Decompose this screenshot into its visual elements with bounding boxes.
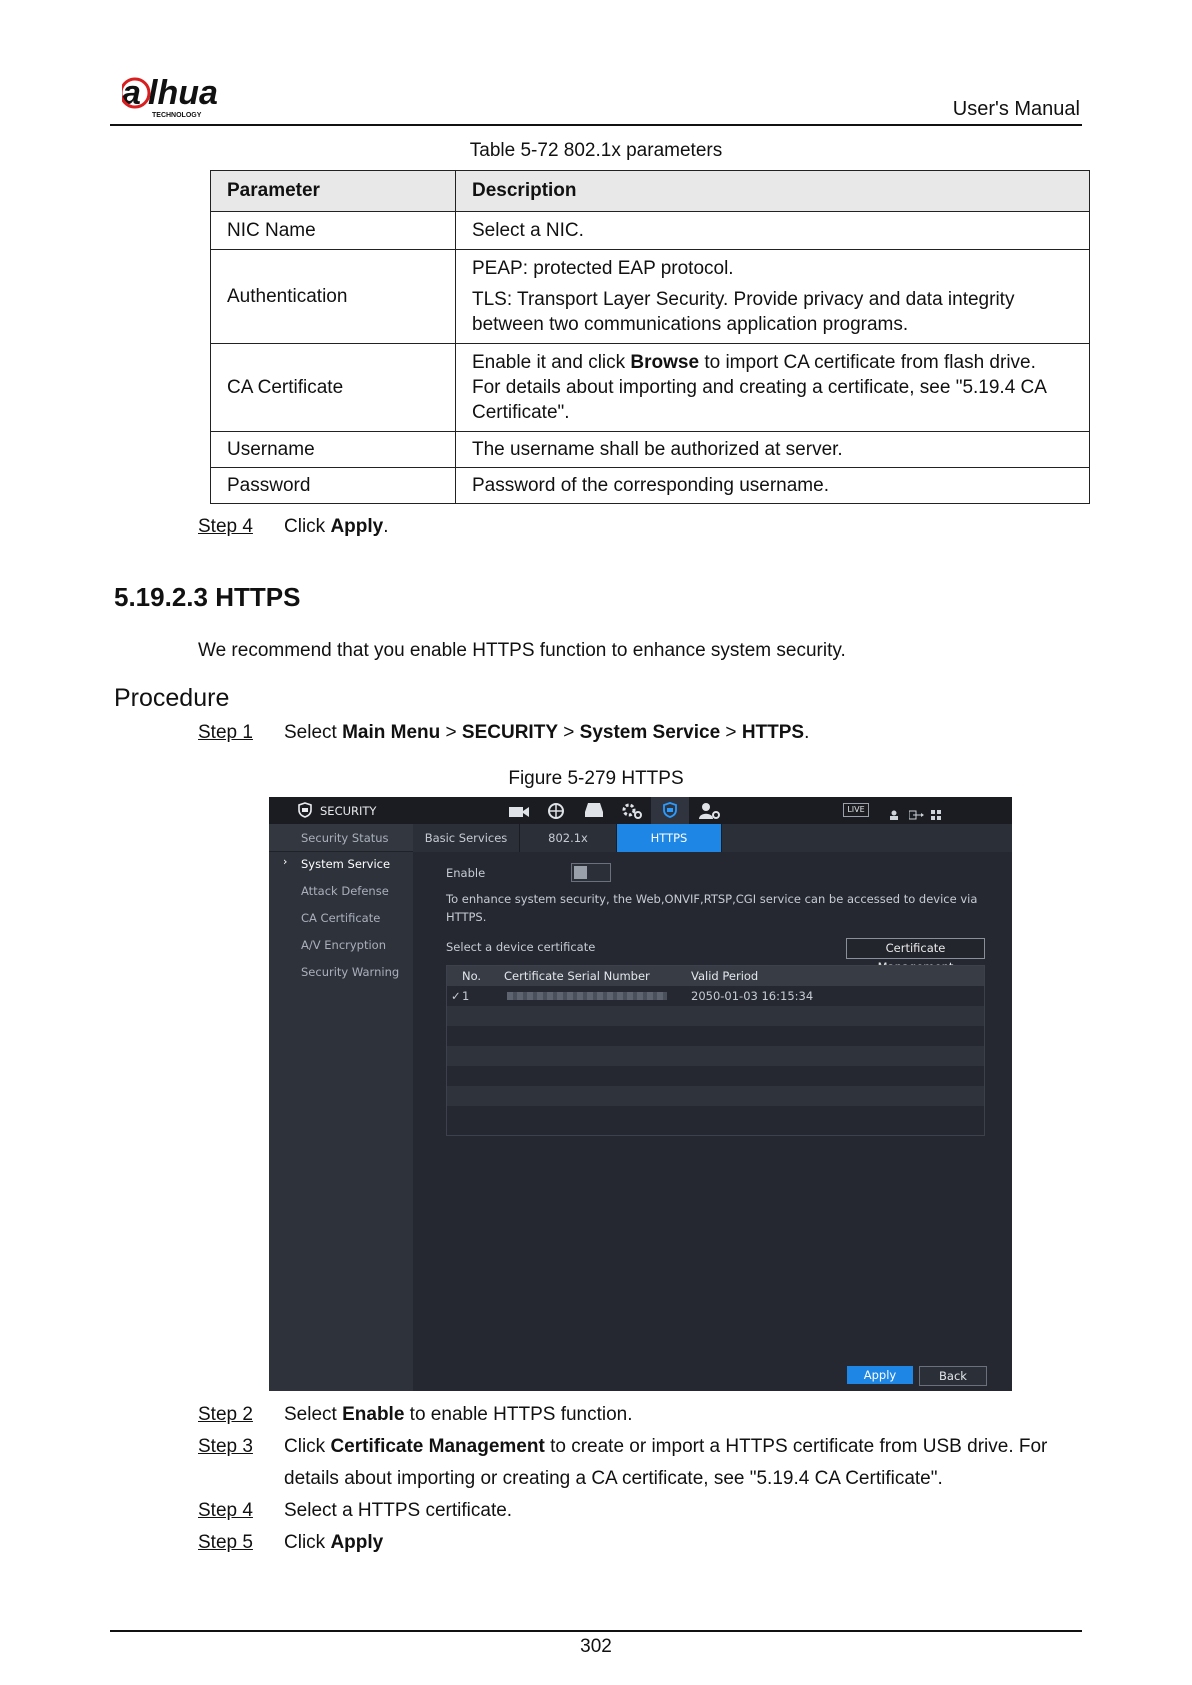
step-text-part: >: [558, 722, 580, 743]
brand-sub: TECHNOLOGY: [152, 112, 202, 119]
section-intro: We recommend that you enable HTTPS function to enhance system security.: [198, 640, 846, 661]
step-label: Step 1: [198, 722, 253, 743]
desc-line: between two communications application programs.: [472, 314, 909, 335]
param-cell: Username: [211, 432, 456, 468]
chevron-right-icon: ›: [283, 855, 288, 868]
step-text-continued: details about importing or creating a CA certificate, see "5.19.4 CA Certificate".: [284, 1468, 943, 1489]
menu-keyword: SECURITY: [461, 722, 558, 743]
tab-8021x[interactable]: 802.1x: [520, 824, 617, 852]
browse-keyword: Browse: [630, 352, 700, 373]
menu-keyword: System Service: [579, 722, 721, 743]
step-text-part: .: [383, 516, 389, 537]
param-cell: Password: [211, 468, 456, 504]
step-text: Select a HTTPS certificate.: [284, 1500, 513, 1521]
info-text-line1: To enhance system security, the Web,ONVIF,RTSP,CGI service can be accessed to device via: [446, 892, 978, 906]
desc-line: Certificate".: [472, 402, 570, 423]
step-text: [284, 1532, 383, 1554]
desc-line: PEAP: protected EAP protocol.: [472, 258, 734, 279]
desc-cell: Select a NIC.: [456, 212, 1090, 250]
col-header-valid-period: Valid Period: [691, 969, 759, 983]
col-header-serial: Certificate Serial Number: [504, 969, 650, 983]
https-settings-screenshot: [269, 797, 1012, 1391]
menu-keyword: Main Menu: [342, 722, 441, 743]
param-cell: CA Certificate: [211, 344, 456, 432]
desc-cell: Password of the corresponding username.: [456, 468, 1090, 504]
step-text-part: Select: [284, 1404, 343, 1425]
desc-line: [472, 350, 1073, 375]
step-text: [284, 1436, 1047, 1458]
step-text-part: Select: [284, 722, 343, 743]
table-row: [211, 212, 1090, 250]
module-title: SECURITY: [320, 804, 377, 818]
info-text-line2: HTTPS.: [446, 910, 487, 924]
certificate-table: [446, 965, 985, 1136]
live-badge[interactable]: LIVE: [843, 803, 869, 817]
header-rule: [110, 124, 1082, 126]
desc-line: For details about importing and creating a certificate, see "5.19.4 CA: [472, 377, 1047, 398]
desc-cell: [456, 250, 1090, 344]
step-label: Step 4: [198, 1500, 253, 1521]
table-row: [211, 468, 1090, 504]
row-number: 1: [462, 989, 470, 1003]
param-cell: NIC Name: [211, 212, 456, 250]
empty-row: [447, 1006, 984, 1026]
certificate-row[interactable]: [447, 986, 984, 1006]
tab-basic-services[interactable]: Basic Services: [413, 824, 520, 852]
sidebar-item-ca-certificate[interactable]: CA Certificate: [301, 911, 381, 925]
doc-title: User's Manual: [952, 98, 1080, 120]
svg-text:a: a: [122, 74, 141, 112]
page-number: 302: [580, 1636, 612, 1657]
desc-line: TLS: Transport Layer Security. Provide privacy and data integrity: [472, 289, 1015, 310]
step-text: [284, 516, 389, 538]
sidebar-item-attack-defense[interactable]: Attack Defense: [301, 884, 389, 898]
sidebar-item-label: Security Status: [301, 831, 389, 845]
row-valid-period: 2050-01-03 16:15:34: [691, 989, 814, 1003]
parameters-table: [210, 170, 1090, 504]
table-row: [211, 432, 1090, 468]
sidebar-item-system-service[interactable]: System Service: [301, 857, 391, 871]
apply-keyword: Apply: [330, 1532, 384, 1553]
step-text-part: to create or import a HTTPS certificate from USB drive. For: [544, 1436, 1048, 1457]
toggle-knob: [574, 866, 587, 879]
step-label: Step 5: [198, 1532, 253, 1553]
table-caption: Table 5-72 802.1x parameters: [469, 140, 723, 161]
brand-logo: [122, 72, 272, 120]
https-panel: [269, 797, 1012, 1391]
step-text-part: to enable HTTPS function.: [404, 1404, 633, 1425]
empty-row: [447, 1086, 984, 1106]
step-text: [284, 1404, 633, 1426]
enable-toggle[interactable]: [571, 863, 611, 882]
table-row: [211, 344, 1090, 432]
blurred-serial-number: [507, 992, 667, 1000]
desc-text: to import CA certificate from flash drive.: [699, 352, 1036, 373]
step-label: Step 4: [198, 516, 253, 537]
apply-button[interactable]: Apply: [847, 1366, 913, 1384]
table-header-row: [211, 171, 1090, 212]
apply-keyword: Apply: [330, 516, 384, 537]
step-text-part: >: [720, 722, 742, 743]
sidebar-item-security-warning[interactable]: Security Warning: [301, 965, 400, 979]
col-header-parameter: Parameter: [211, 171, 456, 212]
select-certificate-label: Select a device certificate: [446, 940, 596, 954]
step-text-part: Click: [284, 1436, 331, 1457]
param-cell: Authentication: [211, 250, 456, 344]
sidebar-item-av-encryption[interactable]: A/V Encryption: [301, 938, 387, 952]
svg-text:lhua: lhua: [148, 74, 218, 112]
step-text: [284, 722, 809, 744]
menu-keyword: HTTPS: [741, 722, 805, 743]
step-label: Step 2: [198, 1404, 253, 1425]
certificate-management-keyword: Certificate Management: [330, 1436, 545, 1457]
empty-row: [447, 1066, 984, 1086]
footer-rule: [110, 1630, 1082, 1632]
figure-caption: Figure 5-279 HTTPS: [508, 768, 684, 789]
col-header-description: Description: [456, 171, 1090, 212]
col-header-no: No.: [462, 969, 482, 983]
enable-label: Enable: [446, 866, 486, 880]
step-text-part: Click: [284, 516, 331, 537]
desc-text: Enable it and click: [472, 352, 631, 373]
empty-row: [447, 1046, 984, 1066]
section-title: 5.19.2.3 HTTPS: [114, 582, 301, 612]
empty-row: [447, 1106, 984, 1126]
step-text-part: .: [804, 722, 810, 743]
desc-cell: The username shall be authorized at server.: [456, 432, 1090, 468]
certificate-table-header: [447, 966, 984, 986]
certificate-management-button[interactable]: Certificate: [846, 938, 985, 959]
step-text-part: Click: [284, 1532, 331, 1553]
step-text-part: >: [440, 722, 462, 743]
enable-keyword: Enable: [342, 1404, 405, 1425]
empty-row: [447, 1026, 984, 1046]
table-row: [211, 250, 1090, 344]
back-button[interactable]: Back: [919, 1366, 987, 1386]
desc-cell: [456, 344, 1090, 432]
step-label: Step 3: [198, 1436, 253, 1457]
check-icon: ✓: [451, 989, 461, 1003]
tab-https[interactable]: HTTPS: [617, 824, 722, 852]
procedure-heading: Procedure: [114, 684, 230, 712]
